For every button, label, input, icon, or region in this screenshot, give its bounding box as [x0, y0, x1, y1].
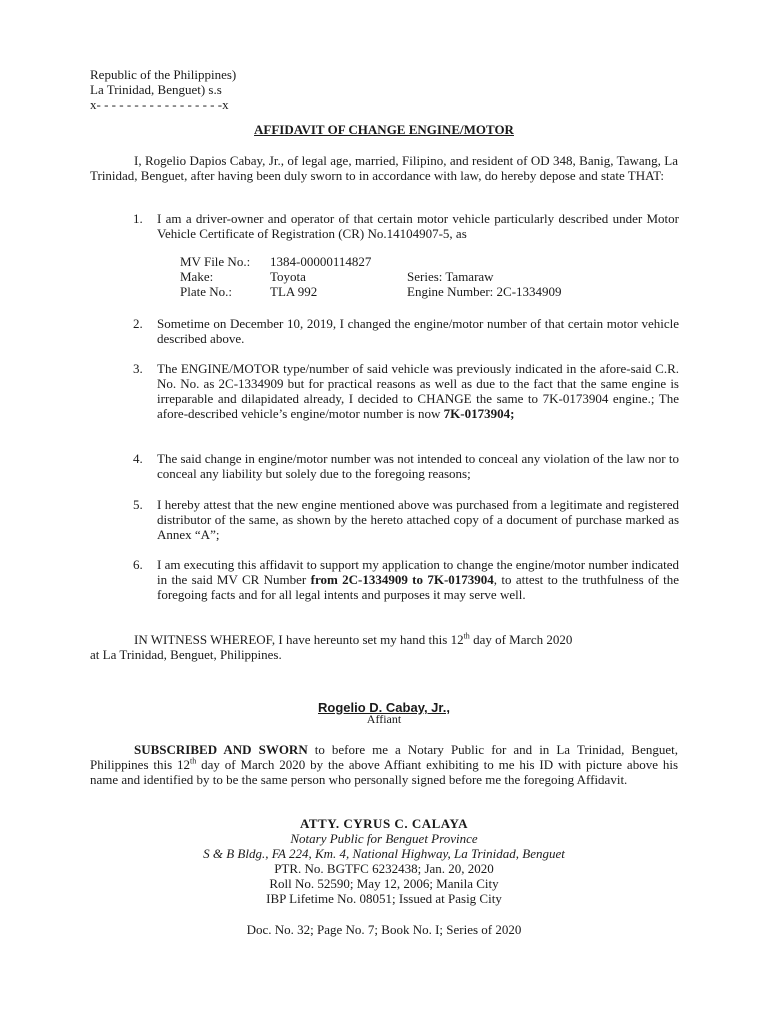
jurat-paragraph: [90, 742, 678, 787]
item-text: The said change in engine/motor number was not intended to conceal any violation of the law nor to conceal any liability but solely due to the foregoing reasons;: [157, 451, 679, 481]
notary-ptr: PTR. No. BGTFC 6232438; Jan. 20, 2020: [274, 861, 494, 876]
notary-name: ATTY. CYRUS C. CALAYA: [299, 816, 469, 831]
venue-line-place: La Trinidad, Benguet) s.s: [90, 82, 222, 97]
jurat-day-suffix: th: [190, 756, 197, 766]
plate-label: Plate No.:: [180, 284, 232, 299]
item-text: I am executing this affidavit to support my application to change the engine/motor number indicated in the said MV CR Number: [157, 557, 679, 587]
engine-number: Engine Number: 2C-1334909: [407, 284, 562, 299]
intro-paragraph: I, Rogelio Dapios Cabay, Jr., of legal age, married, Filipino, and resident of OD 348, Banig, Tawang, La Trinidad, Benguet, after having been duly sworn to in accordance with law, do hereby depose and state THAT:: [90, 153, 678, 183]
item-text-wrap: [157, 557, 679, 602]
item-text-after: , to attest to the truthfulness of the foregoing facts and for all legal intents and purposes it may serve well.: [157, 572, 680, 602]
notary-title: Notary Public for Benguet Province: [290, 831, 478, 846]
item-text: The ENGINE/MOTOR type/number of said vehicle was previously indicated in the afore-said C.R. No. No. as 2C-1334909 but for practical reasons as well as due to the fact that the same engine is irreparable and dilapidated already, I decided to CHANGE the same to 7K-0173904 engine.; The afore-described vehicle’s engine/motor number is now: [157, 361, 679, 421]
notary-block: [0, 816, 768, 906]
jurat-text-cont: day of March 2020 by the above Affiant exhibiting to me his ID with picture above his name and identified by to be the same person who personally signed before me the foregoing Affidavit.: [90, 757, 678, 787]
item-number: 2.: [133, 316, 143, 331]
item-text: I am a driver-owner and operator of that certain motor vehicle particularly described under Motor Vehicle Certificate of Registration (CR) No.14104907-5, as: [157, 211, 679, 241]
vehicle-details: [180, 254, 660, 299]
item-number: 3.: [133, 361, 143, 376]
item-number: 5.: [133, 497, 143, 512]
mv-file-value: 1384-00000114827: [270, 254, 372, 269]
witness-month: day of March 2020: [469, 632, 573, 647]
witness-place: at La Trinidad, Benguet, Philippines.: [90, 647, 282, 662]
jurat-text: to before me a Notary Public for and in La Trinidad, Benguet, Philippines this 12: [90, 742, 678, 772]
witness-paragraph: [90, 632, 678, 662]
item-number: 6.: [133, 557, 143, 572]
notary-address: S & B Bldg., FA 224, Km. 4, National Highway, La Trinidad, Benguet: [203, 846, 565, 861]
series-value: Series: Tamaraw: [407, 269, 494, 284]
document-reference: Doc. No. 32; Page No. 7; Book No. I; Series of 2020: [246, 922, 522, 937]
document-title: AFFIDAVIT OF CHANGE ENGINE/MOTOR: [254, 122, 514, 137]
affiant-name: Rogelio D. Cabay, Jr.,: [318, 700, 450, 715]
make-label: Make:: [180, 269, 214, 284]
item-number: 4.: [133, 451, 143, 466]
item-text: I hereby attest that the new engine mentioned above was purchased from a legitimate and registered distributor of the same, as shown by the hereto attached copy of a document of purchase marked as Annex “A”;: [157, 497, 679, 542]
affiant-role: Affiant: [366, 712, 402, 726]
notary-ibp: IBP Lifetime No. 08051; Issued at Pasig City: [266, 891, 502, 906]
item-text-wrap: [157, 361, 679, 421]
item-text: Sometime on December 10, 2019, I changed the engine/motor number of that certain motor vehicle described above.: [157, 316, 679, 346]
new-engine-number: 7K-0173904;: [443, 406, 515, 421]
make-value: Toyota: [270, 269, 306, 284]
jurat-heading: SUBSCRIBED AND SWORN: [134, 742, 308, 757]
item-number: 1.: [133, 211, 143, 226]
mv-file-label: MV File No.:: [180, 254, 251, 269]
venue-line-country: Republic of the Philippines): [90, 67, 237, 82]
witness-text: IN WITNESS WHEREOF, I have hereunto set my hand this 12: [134, 632, 464, 647]
engine-change-range: from 2C-1334909 to 7K-0173904: [310, 572, 494, 587]
witness-day-suffix: th: [463, 631, 470, 641]
plate-value: TLA 992: [270, 284, 318, 299]
venue-line-separator: x- - - - - - - - - - - - - - - - -x: [90, 97, 229, 112]
notary-roll: Roll No. 52590; May 12, 2006; Manila City: [269, 876, 499, 891]
venue-header: [90, 67, 236, 112]
